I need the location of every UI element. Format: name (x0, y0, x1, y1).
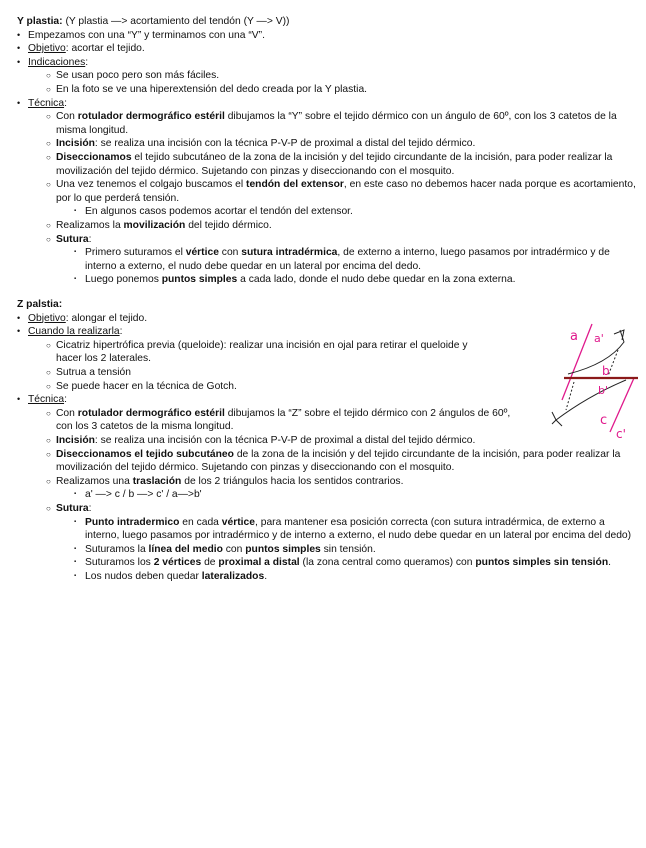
z-plastia-list (17, 312, 637, 584)
label-b-prime: b' (598, 384, 609, 397)
text: Suturamos la (85, 543, 149, 555)
y-plastia-list (17, 29, 637, 287)
label-a-prime: a' (594, 332, 604, 345)
text: , de externo a interno, luego pasamos por intradérmico y de interno a externo, el nudo debe quedar en un lateral por encima del dedo. (85, 247, 610, 272)
list-item (17, 137, 637, 151)
text: : (88, 233, 92, 245)
text: de (201, 557, 219, 569)
bold-text: Incisión (56, 434, 95, 446)
bold-text: Diseccionamos (56, 151, 132, 163)
text: en cada (179, 516, 222, 528)
item-text: Se usan poco pero son más fáciles. (56, 70, 220, 82)
text: Realizamos una (56, 475, 133, 487)
text: Realizamos la (56, 219, 124, 231)
bold-text: vértice (221, 516, 255, 528)
item-text: Cicatriz hipertrófica previa (queloide): realizar una incisión en ojal para retirar el queloide y hacer los 2 laterales. (56, 339, 468, 365)
y-plastia-title: Y plastia: (17, 16, 63, 27)
tecnica-label: Técnica (28, 97, 65, 109)
text: de los 2 triángulos hacia los sentidos contrarios. (181, 475, 404, 487)
cuando-label: Cuando la realizarla (28, 326, 120, 338)
z-plastia-title: Z palstia: (17, 299, 63, 310)
list-item: • Cuando la realizarla: (17, 325, 637, 339)
list-item: • Técnica: (17, 393, 637, 407)
label-c-prime: c' (616, 427, 626, 441)
list-item (17, 448, 637, 475)
item-text: : alongar el tejido. (65, 312, 148, 324)
tecnica-label: Técnica (28, 394, 65, 406)
list-item: • Técnica: (17, 97, 637, 111)
bold-text: Diseccionamos el tejido subcutáneo (56, 448, 234, 460)
text: dibujamos la “Y” sobre el tejido dérmico con un ángulo de 60º, con los 3 catetos de la misma longitud. (56, 111, 617, 136)
bold-text: Sutura (56, 233, 89, 245)
label-c: c (600, 413, 608, 428)
label-b: b (602, 364, 610, 378)
list-item (17, 434, 637, 448)
list-item (17, 83, 637, 97)
list-item (17, 366, 637, 380)
text: dibujamos la “Z” sobre el tejido dérmico con 2 ángulos de 60º, con los 3 catetos de la misma longitud. (56, 407, 511, 433)
item-text: : acortar el tejido. (65, 43, 145, 55)
list-item (17, 570, 637, 584)
sketch-arrowhead (614, 330, 624, 340)
text: Suturamos los (85, 557, 154, 569)
indicaciones-label: Indicaciones (28, 56, 86, 68)
list-item (17, 273, 637, 287)
bold-text: Punto intradermico (85, 516, 180, 528)
text: Primero suturamos el (85, 247, 186, 259)
list-item (17, 312, 637, 326)
bold-text: rotulador dermográfico estéril (77, 111, 225, 123)
list-item (17, 543, 637, 557)
bold-text: 2 vértices (153, 557, 202, 569)
list-item (17, 205, 637, 219)
text: del tejido dérmico. (185, 219, 272, 231)
bold-text: puntos simples sin tensión (475, 557, 609, 569)
text: (la zona central como queramos) con (299, 557, 476, 569)
sketch-arrow (552, 380, 626, 420)
list-item (17, 339, 496, 366)
list-item: • Indicaciones: (17, 56, 637, 70)
text: Luego ponemos (85, 274, 162, 286)
text: con (222, 543, 246, 555)
item-text: Sutrua a tensión (56, 366, 131, 378)
text: Con (56, 111, 78, 123)
text: Una vez tenemos el colgajo buscamos el (56, 179, 247, 191)
list-item (17, 556, 637, 570)
bold-text: línea del medio (148, 543, 223, 555)
bold-text: puntos simples (161, 274, 238, 286)
item-text: Se puede hacer en la técnica de Gotch. (56, 380, 237, 392)
y-plastia-heading (17, 15, 637, 29)
bold-text: sutura intradérmica (241, 247, 338, 259)
text: : (88, 502, 92, 514)
list-item (17, 502, 637, 516)
list-item (17, 42, 637, 56)
sketch-line (610, 378, 634, 432)
objetivo-label: Objetivo (28, 43, 66, 55)
text: . (264, 570, 268, 582)
text: : se realiza una incisión con la técnica P-V-P de proximal a distal del tejido dérmico. (94, 138, 476, 150)
list-item (17, 488, 637, 502)
list-item (17, 246, 637, 273)
y-plastia-section (17, 15, 637, 287)
bold-text: rotulador dermográfico estéril (77, 407, 225, 419)
sketch-arrowhead (552, 420, 562, 426)
text: Con (56, 407, 78, 419)
list-item (17, 69, 637, 83)
text: : se realiza una incisión con la técnica P-V-P de proximal a distal del tejido dérmico. (94, 434, 476, 446)
text: el tejido subcutáneo de la zona de la incisión y del tejido circundante de la incisión, para poder realizar la movilización del tejido dérmico. Sujetando con pinzas y diseccionando con el mosquito. (56, 151, 613, 177)
text: sin tensión. (320, 543, 376, 555)
bold-text: tendón del extensor (246, 179, 344, 191)
item-text: En la foto se ve una hiperextensión del dedo creada por la Y plastia. (56, 83, 368, 95)
bold-text: Sutura (56, 502, 89, 514)
list-item (17, 29, 637, 43)
list-item (17, 219, 637, 233)
bold-text: proximal a distal (218, 557, 300, 569)
list-item (17, 178, 637, 205)
bold-text: puntos simples (245, 543, 321, 555)
bold-text: movilización (123, 219, 186, 231)
list-item (17, 407, 516, 434)
text: En algunos casos podemos acortar el tendón del extensor. (85, 206, 353, 218)
list-item (17, 233, 637, 247)
text: de la zona de la incisión y del tejido circundante de la incisión, para poder realizar la movilización del tejido dérmico. Sujetando con pinzas y diseccionando con el mosquito. (56, 448, 621, 474)
z-plasty-sketch (548, 320, 643, 445)
item-text: Empezamos con una “Y” y terminamos con una “V”. (28, 29, 265, 41)
list-item (17, 110, 637, 137)
list-item (17, 151, 637, 178)
text: con (218, 247, 242, 259)
list-item (17, 380, 637, 394)
bold-text: vértice (185, 247, 219, 259)
objetivo-label: Objetivo (28, 312, 66, 324)
text: , para mantener esa posición correcta (con sutura intradérmica, de externo a interno, luego pasamos por intradérmico y de interno a externo, el nudo debe quedar en un lateral por encima del dedo) (85, 516, 632, 542)
text: Los nudos deben quedar (85, 570, 202, 582)
z-plastia-section (17, 298, 637, 583)
list-item (17, 475, 637, 489)
bold-text: lateralizados (201, 570, 265, 582)
text: , en este caso no debemos hacer nada porque es acortamiento, por lo que perderá tensión. (56, 179, 636, 204)
bold-text: traslación (132, 475, 182, 487)
list-item (17, 516, 637, 543)
text: . (608, 557, 611, 569)
bold-text: Incisión (56, 138, 95, 150)
y-plastia-subtitle: (Y plastia —> acortamiento del tendón (Y —> V)) (62, 16, 290, 27)
text: a' —> c / b —> c' / a—>b' (85, 489, 202, 501)
text: a cada lado, donde el nudo debe quedar en la zona externa. (237, 274, 516, 286)
label-a: a (570, 329, 578, 344)
